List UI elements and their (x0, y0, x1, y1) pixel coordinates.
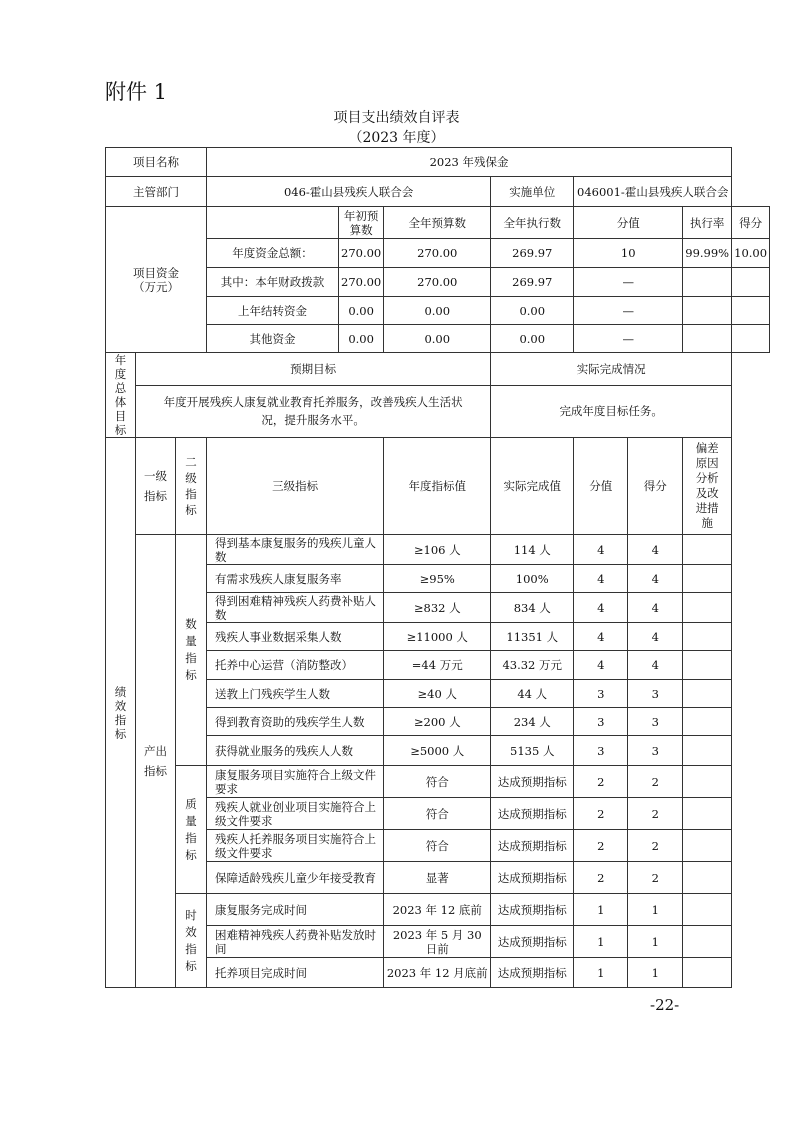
indicator-name: 得到基本康复服务的残疾儿童人数 (207, 535, 384, 565)
indicator-score-value: 2 (574, 830, 628, 862)
indicator-actual: 达成预期指标 (491, 958, 574, 988)
project-name-label: 项目名称 (106, 148, 207, 177)
indicator-score-value: 4 (574, 565, 628, 593)
indicator-reason (683, 830, 732, 862)
indicator-score: 1 (628, 894, 683, 926)
indicator-score: 4 (628, 593, 683, 623)
indicator-name: 送教上门残疾学生人数 (207, 680, 384, 708)
indicator-reason (683, 680, 732, 708)
group-quality (176, 766, 207, 894)
evaluation-table (105, 147, 770, 988)
indicator-reason (683, 958, 732, 988)
indicator-name: 有需求残疾人康复服务率 (207, 565, 384, 593)
indicator-name: 残疾人托养服务项目实施符合上级文件要求 (207, 830, 384, 862)
indicator-target: 2023 年 12 底前 (384, 894, 491, 926)
group-timeliness (176, 894, 207, 988)
indicator-reason (683, 798, 732, 830)
indicator-score-value: 2 (574, 798, 628, 830)
indicator-score: 4 (628, 623, 683, 651)
indicator-score: 2 (628, 798, 683, 830)
indicator-target: 显著 (384, 862, 491, 894)
indicator-reason (683, 708, 732, 736)
indicator-name: 保障适龄残疾儿童少年接受教育 (207, 862, 384, 894)
indicator-score-value: 1 (574, 894, 628, 926)
indicator-reason (683, 736, 732, 766)
indicator-score-value: 3 (574, 680, 628, 708)
goals-actual-header: 实际完成情况 (491, 353, 732, 386)
header-target: 年度指标值 (384, 438, 491, 535)
indicator-reason (683, 651, 732, 680)
indicator-reason (683, 926, 732, 958)
indicator-score-value: 4 (574, 651, 628, 680)
funds-row-annual: 0.00 (384, 297, 491, 325)
indicator-score: 2 (628, 766, 683, 798)
funds-row-initial: 0.00 (339, 297, 384, 325)
indicator-score: 1 (628, 926, 683, 958)
indicator-actual: 834 人 (491, 593, 574, 623)
group-quality-text: 质量指标 (185, 796, 197, 862)
indicator-target: 符合 (384, 766, 491, 798)
indicator-name: 得到教育资助的残疾学生人数 (207, 708, 384, 736)
funds-header-annual: 全年预算数 (384, 207, 491, 239)
funds-label-text: 项目资金（万元） (133, 265, 179, 294)
header-level2 (176, 438, 207, 535)
funds-row-executed: 269.97 (491, 268, 574, 297)
indicator-actual: 100% (491, 565, 574, 593)
indicator-score: 1 (628, 958, 683, 988)
funds-row-initial: 270.00 (339, 268, 384, 297)
page-number: -22- (650, 996, 680, 1014)
header-level1 (136, 438, 176, 535)
funds-row-rate (683, 325, 732, 353)
indicator-score-value: 4 (574, 593, 628, 623)
indicator-name: 残疾人事业数据采集人数 (207, 623, 384, 651)
header-level2-text: 二级指标 (185, 455, 197, 517)
funds-row-score-value: — (574, 325, 683, 353)
indicator-target: ≥5000 人 (384, 736, 491, 766)
indicator-score: 3 (628, 680, 683, 708)
funds-row-rate: 99.99% (683, 239, 732, 268)
indicator-score: 2 (628, 830, 683, 862)
funds-row-score-value: — (574, 268, 683, 297)
page-subtitle: （2023 年度） (348, 130, 445, 146)
group-quantity-text: 数量指标 (185, 617, 197, 682)
indicator-actual: 达成预期指标 (491, 766, 574, 798)
funds-row-label: 上年结转资金 (207, 297, 339, 325)
indicator-target: 符合 (384, 830, 491, 862)
funds-row-executed: 0.00 (491, 297, 574, 325)
project-name-value: 2023 年残保金 (207, 148, 732, 177)
indicator-target: =44 万元 (384, 651, 491, 680)
funds-row-initial: 0.00 (339, 325, 384, 353)
goals-label (106, 353, 136, 438)
indicator-score: 3 (628, 708, 683, 736)
indicator-name: 康复服务完成时间 (207, 894, 384, 926)
goals-expected-header: 预期目标 (136, 353, 491, 386)
dept-label: 主管部门 (106, 177, 207, 207)
indicator-actual: 114 人 (491, 535, 574, 565)
indicators-label-text: 绩效指标 (114, 684, 127, 741)
funds-row-score-value: — (574, 297, 683, 325)
header-actual: 实际完成值 (491, 438, 574, 535)
indicator-name: 托养中心运营（消防整改） (207, 651, 384, 680)
indicator-score: 4 (628, 651, 683, 680)
indicator-reason (683, 894, 732, 926)
funds-header-score: 得分 (732, 207, 770, 239)
goals-expected-content: 年度开展残疾人康复就业教育托养服务，改善残疾人生活状况，提升服务水平。 (163, 395, 463, 428)
indicator-actual: 达成预期指标 (491, 926, 574, 958)
header-score-value: 分值 (574, 438, 628, 535)
indicator-actual: 11351 人 (491, 623, 574, 651)
level1-output-text: 产出指标 (144, 744, 167, 778)
goals-expected-text (136, 385, 491, 437)
indicator-actual: 44 人 (491, 680, 574, 708)
funds-row-annual: 0.00 (384, 325, 491, 353)
group-quantity (176, 535, 207, 766)
indicator-target: 2023 年 12 月底前 (384, 958, 491, 988)
page-title: 项目支出绩效自评表 (333, 110, 460, 126)
funds-header-initial: 年初预算数 (339, 207, 384, 239)
funds-row-score: 10.00 (732, 239, 770, 268)
goals-label-text: 年度总体目标 (114, 353, 127, 437)
funds-row-label: 其他资金 (207, 325, 339, 353)
indicator-target: ≥106 人 (384, 535, 491, 565)
funds-row-annual: 270.00 (384, 268, 491, 297)
indicator-actual: 达成预期指标 (491, 830, 574, 862)
indicator-score-value: 2 (574, 766, 628, 798)
funds-row-executed: 0.00 (491, 325, 574, 353)
funds-row-rate (683, 268, 732, 297)
indicator-reason (683, 593, 732, 623)
funds-row-score (732, 325, 770, 353)
header-reason-text: 偏差原因分析及改进措施 (695, 441, 719, 530)
indicator-actual: 234 人 (491, 708, 574, 736)
header-level1-text: 一级指标 (144, 469, 167, 503)
indicator-actual: 达成预期指标 (491, 798, 574, 830)
indicators-label (106, 438, 136, 988)
indicator-name: 获得就业服务的残疾人人数 (207, 736, 384, 766)
indicator-name: 康复服务项目实施符合上级文件要求 (207, 766, 384, 798)
funds-header-rate: 执行率 (683, 207, 732, 239)
funds-row-score (732, 297, 770, 325)
indicator-score-value: 3 (574, 736, 628, 766)
indicator-score: 4 (628, 565, 683, 593)
unit-label: 实施单位 (491, 177, 574, 207)
indicator-name: 困难精神残疾人药费补贴发放时间 (207, 926, 384, 958)
funds-header-score-value: 分值 (574, 207, 683, 239)
indicator-target: 符合 (384, 798, 491, 830)
indicator-actual: 5135 人 (491, 736, 574, 766)
indicator-target: ≥95% (384, 565, 491, 593)
indicator-score: 3 (628, 736, 683, 766)
funds-header-blank (207, 207, 339, 239)
indicator-score: 4 (628, 535, 683, 565)
funds-row-score-value: 10 (574, 239, 683, 268)
funds-row-score (732, 268, 770, 297)
indicator-target: 2023 年 5 月 30 日前 (384, 926, 491, 958)
funds-row-label: 其中：本年财政拨款 (207, 268, 339, 297)
indicator-target: ≥11000 人 (384, 623, 491, 651)
indicator-name: 得到困难精神残疾人药费补贴人数 (207, 593, 384, 623)
indicator-reason (683, 862, 732, 894)
indicator-target: ≥40 人 (384, 680, 491, 708)
indicator-actual: 43.32 万元 (491, 651, 574, 680)
funds-row-annual: 270.00 (384, 239, 491, 268)
indicator-actual: 达成预期指标 (491, 862, 574, 894)
indicator-reason (683, 565, 732, 593)
header-level3: 三级指标 (207, 438, 384, 535)
indicator-score-value: 3 (574, 708, 628, 736)
indicator-actual: 达成预期指标 (491, 894, 574, 926)
indicator-name: 托养项目完成时间 (207, 958, 384, 988)
funds-label (106, 207, 207, 353)
indicator-score-value: 1 (574, 958, 628, 988)
indicator-reason (683, 623, 732, 651)
indicator-score-value: 1 (574, 926, 628, 958)
indicator-reason (683, 535, 732, 565)
level1-output (136, 535, 176, 988)
indicator-target: ≥200 人 (384, 708, 491, 736)
indicator-name: 残疾人就业创业项目实施符合上级文件要求 (207, 798, 384, 830)
indicator-score-value: 4 (574, 535, 628, 565)
annex-label: 附件 1 (105, 80, 168, 104)
unit-value: 046001-霍山县残疾人联合会 (574, 177, 732, 207)
indicator-score: 2 (628, 862, 683, 894)
funds-header-executed: 全年执行数 (491, 207, 574, 239)
header-reason (683, 438, 732, 535)
group-timeliness-text: 时效指标 (185, 907, 197, 973)
funds-row-label: 年度资金总额： (207, 239, 339, 268)
indicator-reason (683, 766, 732, 798)
funds-row-initial: 270.00 (339, 239, 384, 268)
header-score: 得分 (628, 438, 683, 535)
indicator-target: ≥832 人 (384, 593, 491, 623)
indicator-score-value: 4 (574, 623, 628, 651)
funds-row-rate (683, 297, 732, 325)
goals-actual-text: 完成年度目标任务。 (491, 385, 732, 437)
dept-value: 046-霍山县残疾人联合会 (207, 177, 491, 207)
funds-row-executed: 269.97 (491, 239, 574, 268)
indicator-score-value: 2 (574, 862, 628, 894)
